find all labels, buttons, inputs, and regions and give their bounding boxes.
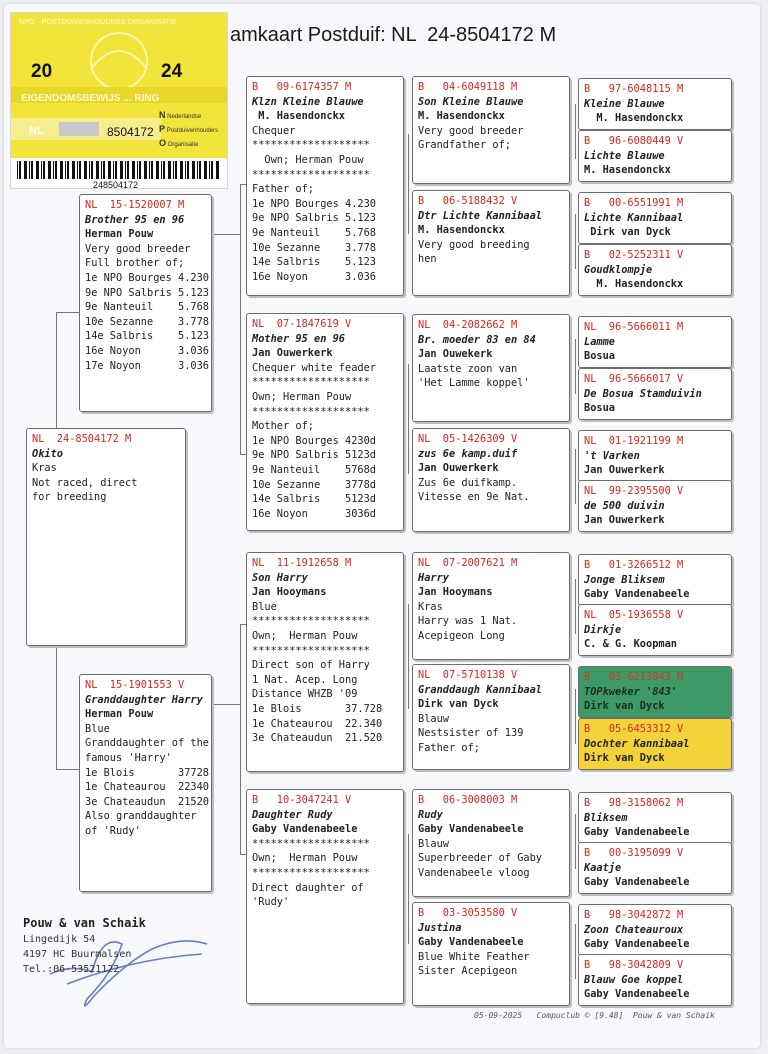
sticker-code: 248504172 <box>93 180 139 189</box>
note-line: 10e Sezanne 3778d <box>252 478 376 491</box>
pigeon-name: Brother 95 en 96 <box>85 213 185 226</box>
sticker-npo-block: N Nederlandse P Postduivenhouders O Organisatie <box>159 110 219 148</box>
note-line: 3e Chateaudun 21520 <box>85 795 209 808</box>
pedigree-card-g15 <box>578 904 732 956</box>
note-line: ******************* <box>252 168 370 181</box>
pigeon-name: Son Kleine Blauwe <box>418 95 524 108</box>
pedigree-card-g3 <box>578 192 732 244</box>
note-line: 9e Nanteuil 5.768 <box>252 226 376 239</box>
owner-name: Dirk van Dyck <box>584 752 665 765</box>
ring-number: NL 07-1847619 V <box>252 318 352 330</box>
pigeon-name: Br. moeder 83 en 84 <box>418 333 536 346</box>
pigeon-name: Dtr Lichte Kannibaal <box>418 209 542 222</box>
pigeon-name: Okito <box>32 447 63 460</box>
note-line: 9e Nanteuil 5768d <box>252 463 376 476</box>
sticker-year-right: 24 <box>161 61 183 82</box>
pedigree-card-g10 <box>578 604 732 656</box>
owner-name: Gaby Vandenabeele <box>584 826 690 839</box>
pigeon-name: 't Varken <box>584 449 640 462</box>
note-line: Grandfather of; <box>418 139 511 152</box>
pedigree-card-g7 <box>578 430 732 482</box>
owner-name: M. Hasendonckx <box>418 110 505 123</box>
connector <box>575 214 576 269</box>
pigeon-name: De Bosua Stamduivin <box>584 387 702 400</box>
note-line: 16e Noyon 3.036 <box>85 344 209 357</box>
note-line: 9e NPO Salbris 5123d <box>252 449 376 462</box>
note-line: Very good breeder <box>85 242 191 255</box>
breeder-address-2: 4197 HC Buurmalsen <box>23 949 132 960</box>
ring-number: NL 24-8504172 M <box>32 433 132 445</box>
pedigree-card-g8 <box>578 480 732 532</box>
connector <box>56 312 57 432</box>
ring-number: NL 96-5666017 V <box>584 373 684 385</box>
pigeon-name: Zoon Chateauroux <box>584 923 684 936</box>
npo-line-3: Organisatie <box>167 142 199 148</box>
note-line: 14e Salbris 5.123 <box>252 256 376 269</box>
pedigree-card-g4 <box>578 244 732 296</box>
note-line: Direct daughter of <box>252 881 364 894</box>
pedigree-card-fmm <box>412 428 570 532</box>
sticker-ring-number: 8504172 <box>107 125 154 139</box>
owner-name: Gaby Vandenabeele <box>584 876 690 889</box>
pigeon-name: Daughter Rudy <box>252 808 333 821</box>
pedigree-card-g11 <box>578 666 732 718</box>
connector <box>240 184 241 454</box>
owner-name: Herman Pouw <box>85 708 154 721</box>
note-line: 1 Nat. Acep. Long <box>252 673 358 686</box>
note-line: ******************* <box>252 837 370 850</box>
note-line: Blauw <box>418 837 449 850</box>
connector <box>575 339 576 394</box>
pigeon-name: Lichte Kannibaal <box>584 211 684 224</box>
pigeon-name: Harry <box>418 571 449 584</box>
owner-name: Gaby Vandenabeele <box>584 988 690 1001</box>
pedigree-card-fff <box>412 76 570 184</box>
breeder-phone: Tel.:06-53521122 <box>23 964 120 975</box>
owner-name: Jan Ouwerkerk <box>252 347 333 360</box>
note-line: Own; Herman Pouw <box>252 629 358 642</box>
note-line: Kras <box>418 600 443 613</box>
note-line: of 'Rudy' <box>85 824 141 837</box>
ring-number: NL 15-1901553 V <box>85 679 185 691</box>
breeder-address-1: Lingedijk 54 <box>23 934 96 945</box>
note-line: 1e Blois 37.728 <box>252 702 383 715</box>
owner-name: Gaby Vandenabeele <box>418 823 524 836</box>
note-line: Distance WHZB '09 <box>252 688 358 701</box>
print-info: 05-09-2025 Compuclub © [9.48] Pouw & van Schaik <box>474 1011 715 1020</box>
owner-name: Jan Hooymans <box>418 586 493 599</box>
pedigree-card-mmf <box>412 789 570 897</box>
pedigree-card-g1 <box>578 78 732 130</box>
ring-number: B 09-6174357 M <box>252 81 352 93</box>
note-line: 17e Noyon 3.036 <box>85 359 209 372</box>
note-line: Blauw <box>418 712 449 725</box>
note-line: Also granddaughter <box>85 810 197 823</box>
connector <box>575 924 576 979</box>
pedigree-card-fmf <box>412 314 570 422</box>
note-line: 16e Noyon 3.036 <box>252 270 376 283</box>
note-line: famous 'Harry' <box>85 751 172 764</box>
note-line: 10e Sezanne 3.778 <box>252 241 376 254</box>
pigeon-name: Kleine Blauwe <box>584 97 665 110</box>
owner-name: M. Hasendonckx <box>418 224 505 237</box>
note-line: 16e Noyon 3036d <box>252 507 376 520</box>
npo-line-2: Postduivenhouders <box>166 128 219 134</box>
owner-name: Jan Ouwerkerk <box>584 464 665 477</box>
owner-name: Jan Hooymans <box>252 586 327 599</box>
note-line: Father of; <box>418 741 480 754</box>
pigeon-name: Son Harry <box>252 571 308 584</box>
pedigree-page <box>4 4 760 1048</box>
pigeon-name: Mother 95 en 96 <box>252 332 345 345</box>
ring-number: B 05-6453312 V <box>584 723 684 735</box>
note-line: Acepigeon Long <box>418 629 505 642</box>
ring-number: B 04-6049118 M <box>418 81 518 93</box>
ring-number: NL 99-2395500 V <box>584 485 684 497</box>
owner-name: M. Hasendonckx <box>252 110 345 123</box>
ring-number: NL 04-2082662 M <box>418 319 518 331</box>
ownership-sticker <box>10 12 228 189</box>
note-line: 3e Chateaudun 21.520 <box>252 732 383 745</box>
note-line: Vandenabeele vloog <box>418 866 530 879</box>
ring-number: B 00-3195099 V <box>584 847 684 859</box>
note-line: Nestsister of 139 <box>418 727 524 740</box>
pigeon-name: Kaatje <box>584 861 622 874</box>
owner-name: Jan Ouwekerk <box>418 348 493 361</box>
note-line: 9e NPO Salbris 5.123 <box>252 212 376 225</box>
owner-name: Bosua <box>584 350 615 363</box>
connector <box>408 364 409 474</box>
pigeon-name: Blauw Goe koppel <box>584 973 684 986</box>
pigeon-name: Goudklompje <box>584 263 653 276</box>
note-line: 9e NPO Salbris 5.123 <box>85 286 209 299</box>
pedigree-card-ffm <box>412 190 570 296</box>
note-line: 1e Blois 37728 <box>85 766 209 779</box>
note-line: ******************* <box>252 139 370 152</box>
note-line: 'Het Lamme koppel' <box>418 377 530 390</box>
ring-number: B 10-3047241 V <box>252 794 352 806</box>
pigeon-name: de 500 duivin <box>584 499 665 512</box>
pedigree-card-g2 <box>578 130 732 182</box>
connector <box>408 134 409 234</box>
pedigree-card-mfm <box>412 664 570 770</box>
note-line: Full brother of; <box>85 257 185 270</box>
note-line: 1e Chateaurou 22340 <box>85 781 209 794</box>
ring-number: B 98-3042809 V <box>584 959 684 971</box>
pigeon-name: Klzn Kleine Blauwe <box>252 95 364 108</box>
note-line: Zus 6e duifkamp. <box>418 476 518 489</box>
connector <box>575 449 576 504</box>
owner-name: M. Hasendonckx <box>584 278 684 291</box>
pigeon-name: Dirkje <box>584 623 622 636</box>
ring-number: B 96-6080449 V <box>584 135 684 147</box>
note-line: Father of; <box>252 183 314 196</box>
pedigree-card-g5 <box>578 316 732 368</box>
ring-number: B 98-3042872 M <box>584 909 684 921</box>
pigeon-name: TOPkweker '843' <box>584 685 677 698</box>
note-line: Not raced, direct <box>32 476 138 489</box>
pigeon-name: zus 6e kamp.duif <box>418 447 518 460</box>
note-line: Very good breeding <box>418 238 530 251</box>
connector <box>212 234 240 235</box>
owner-name: Gaby Vandenabeele <box>584 938 690 951</box>
connector <box>575 579 576 634</box>
note-line: ******************* <box>252 644 370 657</box>
connector <box>408 834 409 944</box>
note-line: Chequer <box>252 124 296 137</box>
pigeon-name: Bliksem <box>584 811 628 824</box>
note-line: 1e NPO Bourges 4.230 <box>85 271 209 284</box>
pedigree-card-g13 <box>578 792 732 844</box>
connector <box>575 104 576 159</box>
pedigree-card-father <box>79 194 212 412</box>
connector <box>575 814 576 869</box>
ring-number: NL 15-1520007 M <box>85 199 185 211</box>
pedigree-card-g6 <box>578 368 732 420</box>
pigeon-name: Rudy <box>418 808 443 821</box>
sticker-country: NL <box>29 125 44 137</box>
ring-number: NL 11-1912658 M <box>252 557 352 569</box>
pedigree-card-mff <box>412 552 570 660</box>
note-line: 9e Nanteuil 5.768 <box>85 301 209 314</box>
pedigree-card-mm <box>246 789 404 1004</box>
pedigree-card-g14 <box>578 842 732 894</box>
owner-name: C. & G. Koopman <box>584 638 677 651</box>
sticker-year-left: 20 <box>31 61 53 82</box>
pedigree-card-g9 <box>578 554 732 606</box>
pedigree-card-g16 <box>578 954 732 1006</box>
pigeon-name: Dochter Kannibaal <box>584 737 690 750</box>
note-line: 14e Salbris 5.123 <box>85 330 209 343</box>
note-line: Vitesse en 9e Nat. <box>418 491 530 504</box>
owner-name: Jan Ouwerkerk <box>584 514 665 527</box>
owner-name: Gaby Vandenabeele <box>584 588 690 601</box>
sticker-ownership-line: EIGENDOMSBEWIJS ... RING <box>21 93 160 104</box>
note-line: Own; Herman Pouw <box>252 852 358 865</box>
ring-number: NL 05-1936558 V <box>584 609 684 621</box>
barcode-icon <box>17 161 221 179</box>
ring-number: B 98-3158062 M <box>584 797 684 809</box>
note-line: Granddaughter of the <box>85 737 209 750</box>
note-line: Blue <box>252 600 277 613</box>
pedigree-card-fm <box>246 313 404 531</box>
note-line: 1e NPO Bourges 4230d <box>252 434 376 447</box>
note-line: Blue White Feather <box>418 950 530 963</box>
pigeon-name: Granddaughter Harry <box>85 693 203 706</box>
owner-name: Jan Ouwerkerk <box>418 462 499 475</box>
note-line: 1e NPO Bourges 4.230 <box>252 197 376 210</box>
npo-line-1: Nederlandse <box>167 114 202 120</box>
ring-number: NL 01-1921199 M <box>584 435 684 447</box>
ring-number: B 06-5188432 V <box>418 195 518 207</box>
note-line: Chequer white feader <box>252 361 376 374</box>
pigeon-name: Granddaugh Kannibaal <box>418 683 542 696</box>
note-line: ******************* <box>252 615 370 628</box>
pigeon-name: Lichte Blauwe <box>584 149 665 162</box>
note-line: ******************* <box>252 866 370 879</box>
pedigree-card-mf <box>246 552 404 772</box>
pedigree-card-g12 <box>578 718 732 770</box>
pedigree-card-subject <box>26 428 186 646</box>
note-line: 1e Chateaurou 22.340 <box>252 717 383 730</box>
owner-name: Gaby Vandenabeele <box>418 936 524 949</box>
note-line: ******************* <box>252 405 370 418</box>
connector <box>240 624 241 854</box>
note-line: Very good breeder <box>418 124 524 137</box>
note-line: Laatste zoon van <box>418 362 518 375</box>
note-line: ******************* <box>252 376 370 389</box>
owner-name: M. Hasendonckx <box>584 112 684 125</box>
pedigree-card-mother <box>79 674 212 892</box>
connector <box>575 689 576 744</box>
connector <box>408 604 409 709</box>
pedigree-card-mmm <box>412 902 570 1006</box>
note-line: Blue <box>85 722 110 735</box>
ring-number: B 97-6048115 M <box>584 83 684 95</box>
owner-name: Dirk van Dyck <box>418 698 499 711</box>
connector <box>56 644 57 769</box>
owner-name: Dirk van Dyck <box>584 700 665 713</box>
note-line: 10e Sezanne 3.778 <box>85 315 209 328</box>
pigeon-name: Jonge Bliksem <box>584 573 665 586</box>
ring-number: B 01-3266512 M <box>584 559 684 571</box>
breeder-name: Pouw & van Schaik <box>23 916 146 930</box>
ring-number: B 00-6551991 M <box>584 197 684 209</box>
owner-name: Herman Pouw <box>85 228 154 241</box>
note-line: Own; Herman Pouw <box>252 153 364 166</box>
note-line: Direct son of Harry <box>252 659 370 672</box>
note-line: Harry was 1 Nat. <box>418 615 518 628</box>
ring-number: NL 05-1426309 V <box>418 433 518 445</box>
ring-number: B 03-6213843 M <box>584 671 684 683</box>
pigeon-name: Justina <box>418 921 462 934</box>
note-line: Superbreeder of Gaby <box>418 852 542 865</box>
owner-name: Bosua <box>584 402 615 415</box>
ring-number: B 06-3008003 M <box>418 794 518 806</box>
note-line: 'Rudy' <box>252 896 290 909</box>
ring-number: B 03-3053580 V <box>418 907 518 919</box>
note-line: Mother of; <box>252 420 314 433</box>
ring-number: NL 07-2007621 M <box>418 557 518 569</box>
ring-number: NL 96-5666011 M <box>584 321 684 333</box>
note-line: Own; Herman Pouw <box>252 390 352 403</box>
note-line: for breeding <box>32 491 107 504</box>
pedigree-card-ff <box>246 76 404 296</box>
owner-name: M. Hasendonckx <box>584 164 671 177</box>
ring-number: B 02-5252311 V <box>584 249 684 261</box>
ring-number: NL 07-5710138 V <box>418 669 518 681</box>
document-title: amkaart Postduif: NL 24-8504172 M <box>230 24 557 46</box>
sticker-org-line: NPO - POSTDUIVENHOUDERS ORGANISATIE <box>19 19 178 26</box>
owner-name: Dirk van Dyck <box>584 226 671 239</box>
note-line: hen <box>418 253 437 266</box>
pigeon-name: Lamme <box>584 335 615 348</box>
connector <box>212 704 240 705</box>
note-line: Kras <box>32 462 57 475</box>
note-line: 14e Salbris 5123d <box>252 493 376 506</box>
owner-name: Gaby Vandenabeele <box>252 823 358 836</box>
note-line: Sister Acepigeon <box>418 965 518 978</box>
